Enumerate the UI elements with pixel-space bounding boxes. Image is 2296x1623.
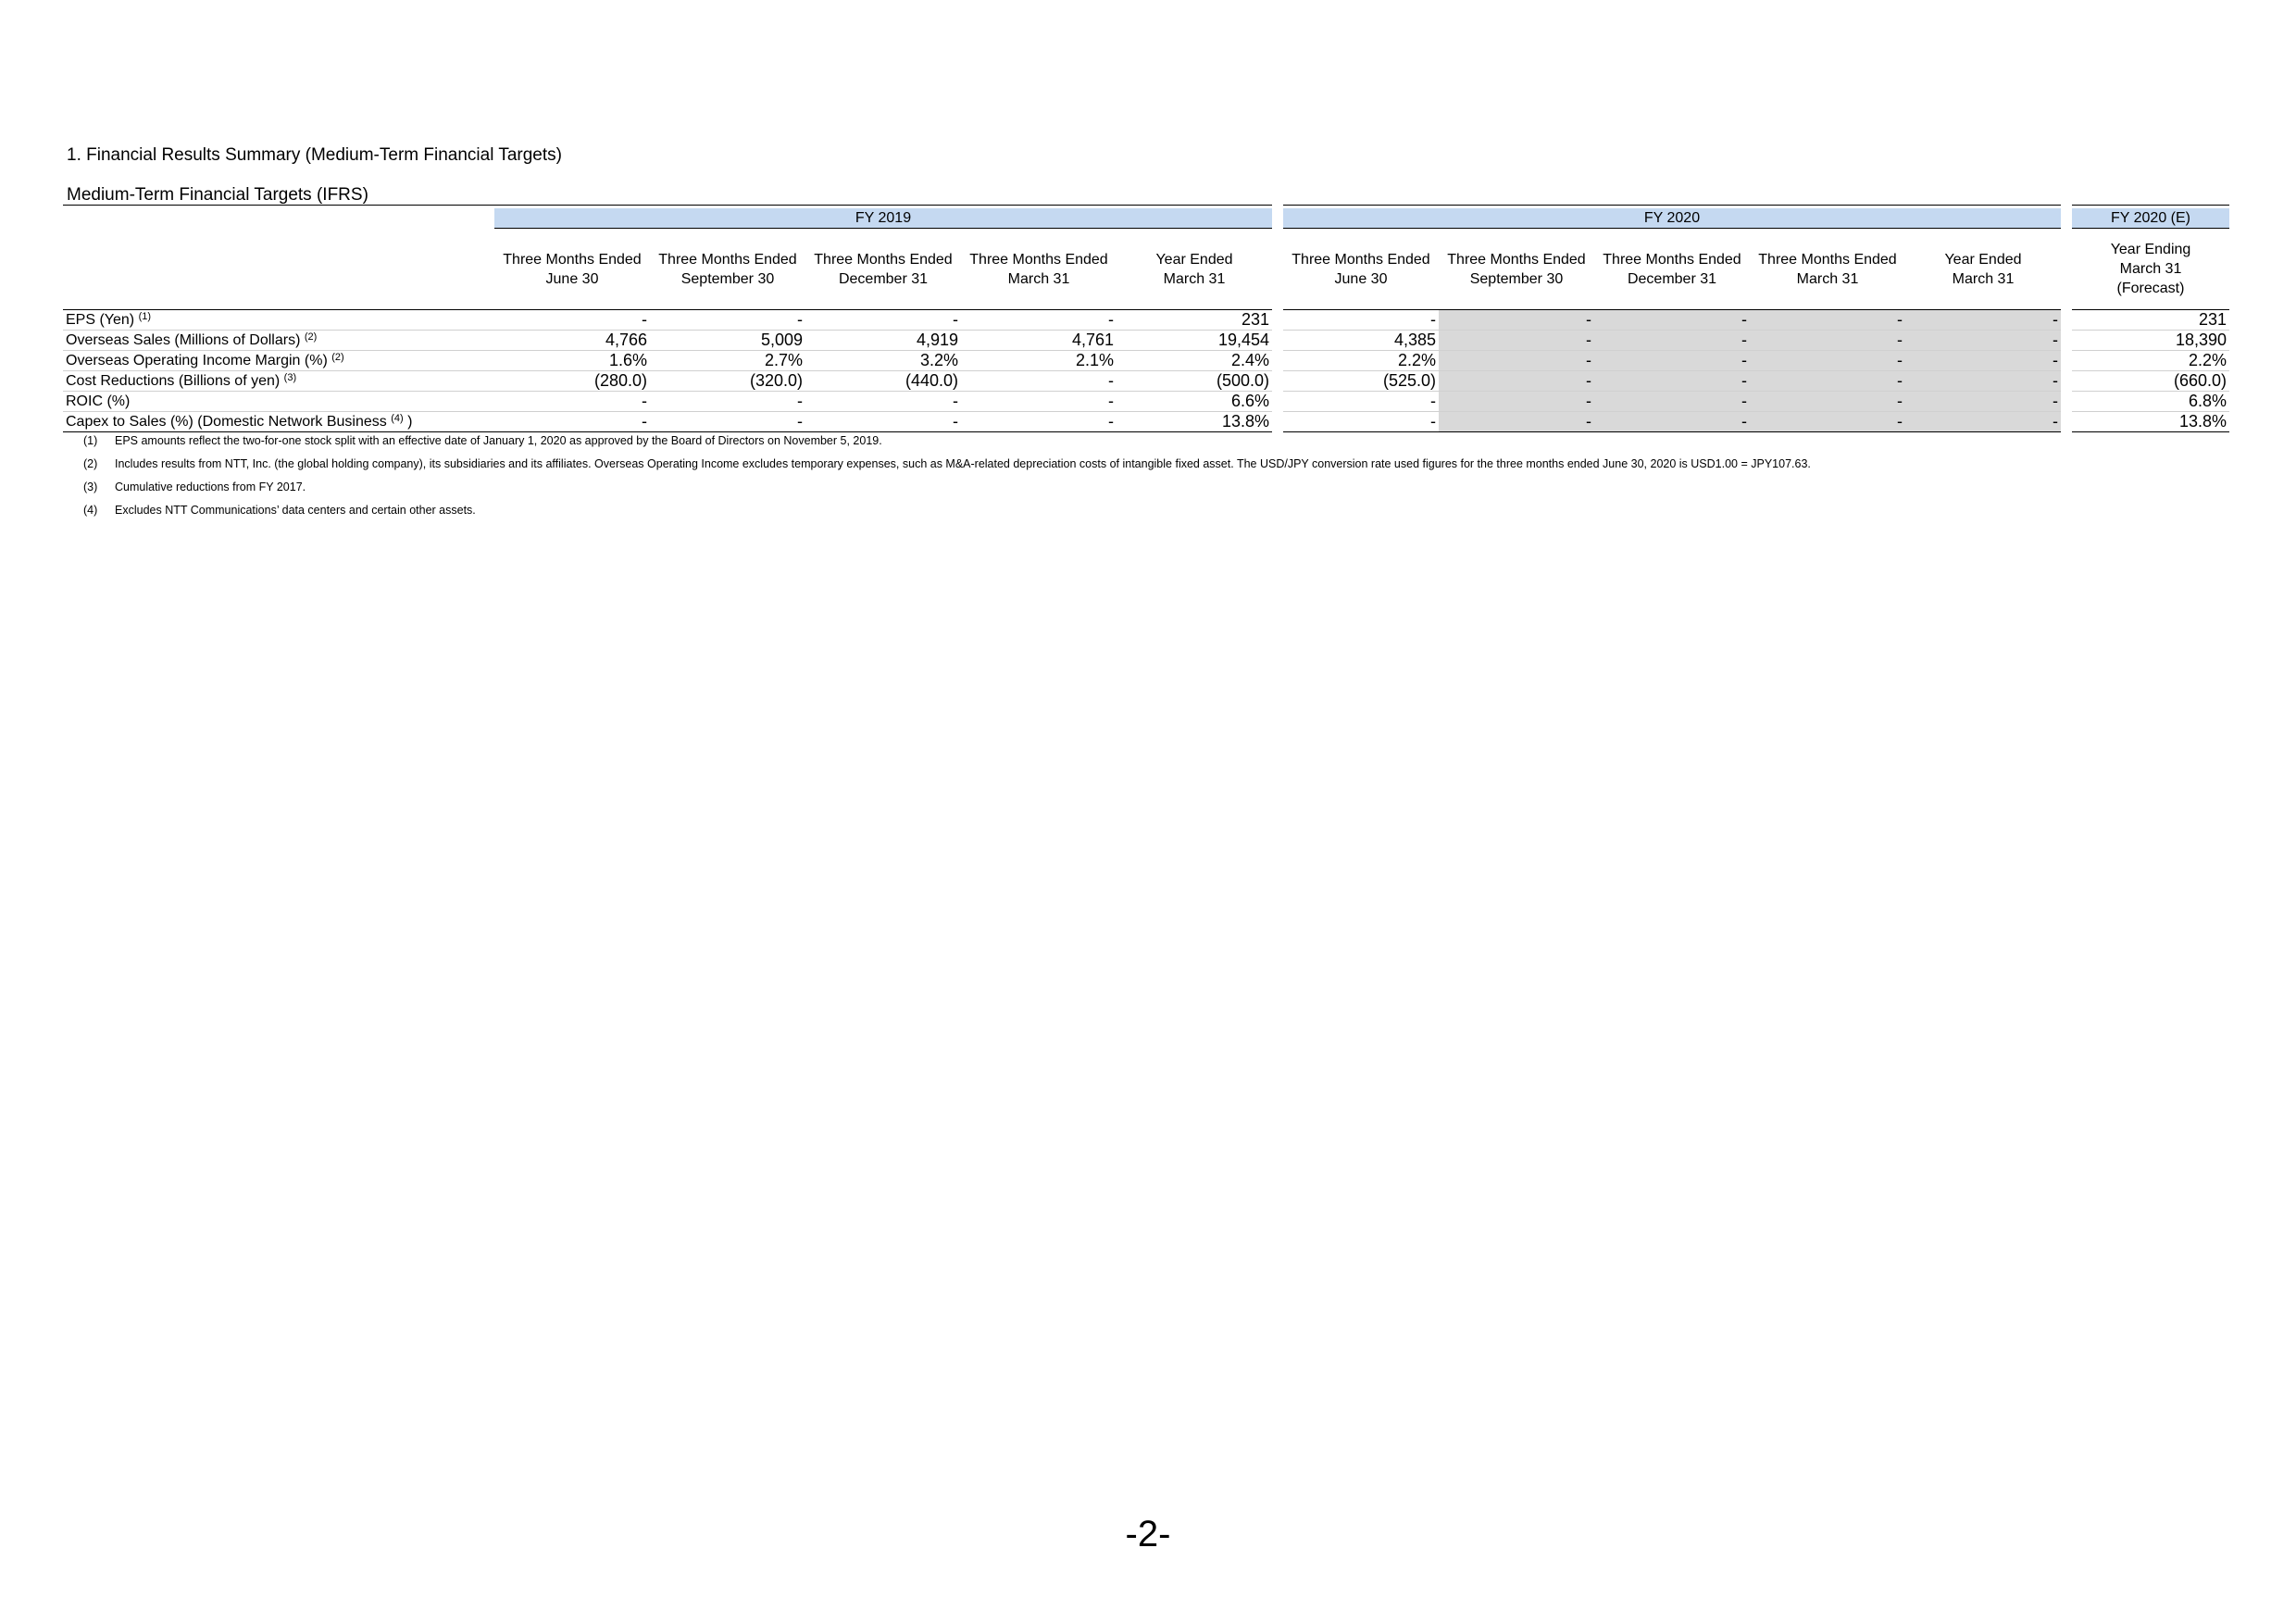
footnote-ref: (1) — [138, 311, 152, 322]
footnote-ref: (2) — [331, 352, 344, 363]
footnote — [83, 499, 1811, 522]
cell-fy2019: (320.0) — [650, 371, 805, 392]
page-number: -2- — [1125, 1514, 1171, 1554]
column-header-line1: Three Months Ended — [1447, 251, 1586, 268]
cell-fy2019: 6.6% — [1117, 392, 1272, 412]
column-header-line2: September 30 — [1469, 270, 1564, 287]
group-fy2020e: FY 2020 (E) — [2072, 208, 2229, 229]
footnote-text: Excludes NTT Communications’ data centers and certain other assets. — [115, 504, 476, 517]
cell-fy2020: - — [1283, 412, 1439, 432]
cell-fy2019: 2.1% — [961, 351, 1117, 371]
forecast-header-line1: Year Ending — [2110, 242, 2191, 257]
forecast-column-header — [2072, 229, 2229, 310]
cell-fy2019: - — [650, 412, 805, 432]
footnote — [83, 430, 1811, 453]
column-header-line1: Year Ended — [1944, 251, 2022, 268]
column-header — [1594, 229, 1750, 310]
group-fy2020: FY 2020 — [1283, 208, 2061, 229]
section-title: 1. Financial Results Summary (Medium-Term Financial Targets) — [67, 145, 562, 165]
cell-fy2020: - — [1750, 331, 1905, 351]
group-fy2019: FY 2019 — [494, 208, 1272, 229]
cell-fy2019: - — [805, 310, 961, 331]
row-label — [63, 310, 494, 331]
column-header-line2: March 31 — [1007, 270, 1070, 287]
column-header-line1: Three Months Ended — [814, 251, 953, 268]
cell-fy2020: - — [1594, 392, 1750, 412]
cell-fy2019: - — [494, 310, 650, 331]
cell-forecast: 13.8% — [2072, 412, 2229, 432]
column-header — [1117, 229, 1272, 310]
cell-fy2020: 4,385 — [1283, 331, 1439, 351]
table-row — [63, 371, 2229, 392]
cell-fy2019: 2.4% — [1117, 351, 1272, 371]
cell-fy2020: - — [1594, 371, 1750, 392]
column-header — [650, 229, 805, 310]
table-row — [63, 310, 2229, 331]
cell-fy2020: - — [1905, 351, 2061, 371]
cell-fy2019: - — [961, 412, 1117, 432]
cell-fy2019: - — [961, 310, 1117, 331]
cell-fy2019: - — [805, 412, 961, 432]
footnote-number: (2) — [83, 457, 98, 470]
table-row — [63, 331, 2229, 351]
column-header-line1: Three Months Ended — [1758, 251, 1897, 268]
cell-fy2020: - — [1439, 392, 1594, 412]
cell-fy2019: (440.0) — [805, 371, 961, 392]
table-row — [63, 351, 2229, 371]
footnote-text: Cumulative reductions from FY 2017. — [115, 481, 306, 493]
cell-fy2020: - — [1750, 351, 1905, 371]
column-header — [494, 229, 650, 310]
table-caption: Medium-Term Financial Targets (IFRS) — [67, 185, 368, 205]
footnote-ref: (3) — [283, 372, 297, 383]
row-label-text: Overseas Sales (Millions of Dollars) — [66, 332, 301, 348]
column-header — [805, 229, 961, 310]
column-header — [1750, 229, 1905, 310]
cell-fy2020: 2.2% — [1283, 351, 1439, 371]
column-header-line2: March 31 — [1163, 270, 1226, 287]
cell-forecast: 231 — [2072, 310, 2229, 331]
cell-fy2020: - — [1439, 351, 1594, 371]
cell-fy2019: 4,761 — [961, 331, 1117, 351]
cell-fy2019: 13.8% — [1117, 412, 1272, 432]
footnote-text: EPS amounts reflect the two-for-one stock split with an effective date of January 1, 2020 as approved by the Board of Directors on November 5, 2019. — [115, 434, 882, 447]
cell-fy2019: - — [961, 392, 1117, 412]
cell-forecast: (660.0) — [2072, 371, 2229, 392]
column-header-line1: Three Months Ended — [658, 251, 797, 268]
row-label — [63, 392, 494, 412]
cell-fy2019: 4,766 — [494, 331, 650, 351]
column-header — [1905, 229, 2061, 310]
row-label-text: EPS (Yen) — [66, 312, 135, 328]
footnote-number: (3) — [83, 481, 98, 493]
cell-fy2020: - — [1905, 331, 2061, 351]
cell-forecast: 2.2% — [2072, 351, 2229, 371]
row-label-text: ROIC (%) — [66, 393, 131, 409]
cell-fy2020: - — [1905, 412, 2061, 432]
footnote-ref: (2) — [304, 331, 318, 343]
footnote-text: Includes results from NTT, Inc. (the global holding company), its subsidiaries and its affiliates. Overseas Operating Income excludes temporary expenses, such as M&A-related depreciation costs of intangible fixed asset. The USD/JPY conversion rate used figures for the three months ended June 30, 2020 is USD1.00 = JPY107.63. — [115, 457, 1811, 470]
row-label-text: Overseas Operating Income Margin (%) — [66, 353, 328, 368]
cell-fy2019: 19,454 — [1117, 331, 1272, 351]
column-header-line2: March 31 — [1796, 270, 1859, 287]
column-header-line2: June 30 — [1334, 270, 1388, 287]
cell-fy2019: 3.2% — [805, 351, 961, 371]
cell-fy2019: - — [650, 392, 805, 412]
column-header-line2: December 31 — [838, 270, 929, 287]
cell-fy2019: - — [805, 392, 961, 412]
row-label-text: Capex to Sales (%) (Domestic Network Business — [66, 414, 387, 430]
cell-fy2020: - — [1750, 412, 1905, 432]
cell-fy2020: - — [1905, 371, 2061, 392]
table-row — [63, 392, 2229, 412]
column-header-line1: Three Months Ended — [503, 251, 642, 268]
forecast-header-line2: March 31 — [2119, 261, 2182, 277]
cell-fy2020: - — [1750, 371, 1905, 392]
row-label-suffix: ) — [407, 414, 413, 430]
cell-fy2020: - — [1905, 392, 2061, 412]
column-header-line2: March 31 — [1952, 270, 2015, 287]
cell-forecast: 6.8% — [2072, 392, 2229, 412]
footnote-number: (1) — [83, 434, 98, 447]
column-header-line2: December 31 — [1627, 270, 1717, 287]
cell-fy2020: - — [1439, 331, 1594, 351]
cell-forecast: 18,390 — [2072, 331, 2229, 351]
cell-fy2019: (280.0) — [494, 371, 650, 392]
financial-targets-table — [63, 205, 2229, 432]
column-header-line2: June 30 — [545, 270, 599, 287]
column-header-line1: Year Ended — [1155, 251, 1233, 268]
cell-fy2020: - — [1594, 310, 1750, 331]
forecast-header-line3: (Forecast) — [2116, 281, 2185, 296]
cell-fy2020: - — [1905, 310, 2061, 331]
column-header — [1439, 229, 1594, 310]
cell-fy2019: (500.0) — [1117, 371, 1272, 392]
footnote — [83, 453, 1811, 476]
cell-fy2020: - — [1750, 392, 1905, 412]
cell-fy2020: - — [1750, 310, 1905, 331]
cell-fy2019: 5,009 — [650, 331, 805, 351]
cell-fy2019: 231 — [1117, 310, 1272, 331]
column-header-line1: Three Months Ended — [969, 251, 1108, 268]
cell-fy2020: - — [1283, 392, 1439, 412]
cell-fy2020: (525.0) — [1283, 371, 1439, 392]
column-header — [1283, 229, 1439, 310]
cell-fy2019: 1.6% — [494, 351, 650, 371]
footnote-ref: (4) — [391, 413, 404, 424]
row-label — [63, 331, 494, 351]
cell-fy2019: 4,919 — [805, 331, 961, 351]
cell-fy2020: - — [1283, 310, 1439, 331]
table-body — [63, 310, 2229, 432]
column-header-line2: September 30 — [680, 270, 775, 287]
cell-fy2020: - — [1594, 412, 1750, 432]
column-header-row — [63, 229, 2229, 310]
cell-fy2019: - — [494, 412, 650, 432]
cell-fy2020: - — [1594, 351, 1750, 371]
row-label-text: Cost Reductions (Billions of yen) — [66, 373, 281, 389]
footnotes — [83, 430, 1811, 522]
cell-fy2020: - — [1439, 371, 1594, 392]
row-label — [63, 371, 494, 392]
group-header-row — [63, 208, 2229, 229]
cell-fy2019: 2.7% — [650, 351, 805, 371]
footnote — [83, 476, 1811, 499]
column-header — [961, 229, 1117, 310]
cell-fy2019: - — [961, 371, 1117, 392]
column-header-line1: Three Months Ended — [1292, 251, 1430, 268]
row-label — [63, 351, 494, 371]
cell-fy2019: - — [650, 310, 805, 331]
cell-fy2020: - — [1594, 331, 1750, 351]
cell-fy2020: - — [1439, 310, 1594, 331]
cell-fy2019: - — [494, 392, 650, 412]
footnote-number: (4) — [83, 504, 98, 517]
column-header-line1: Three Months Ended — [1603, 251, 1741, 268]
cell-fy2020: - — [1439, 412, 1594, 432]
